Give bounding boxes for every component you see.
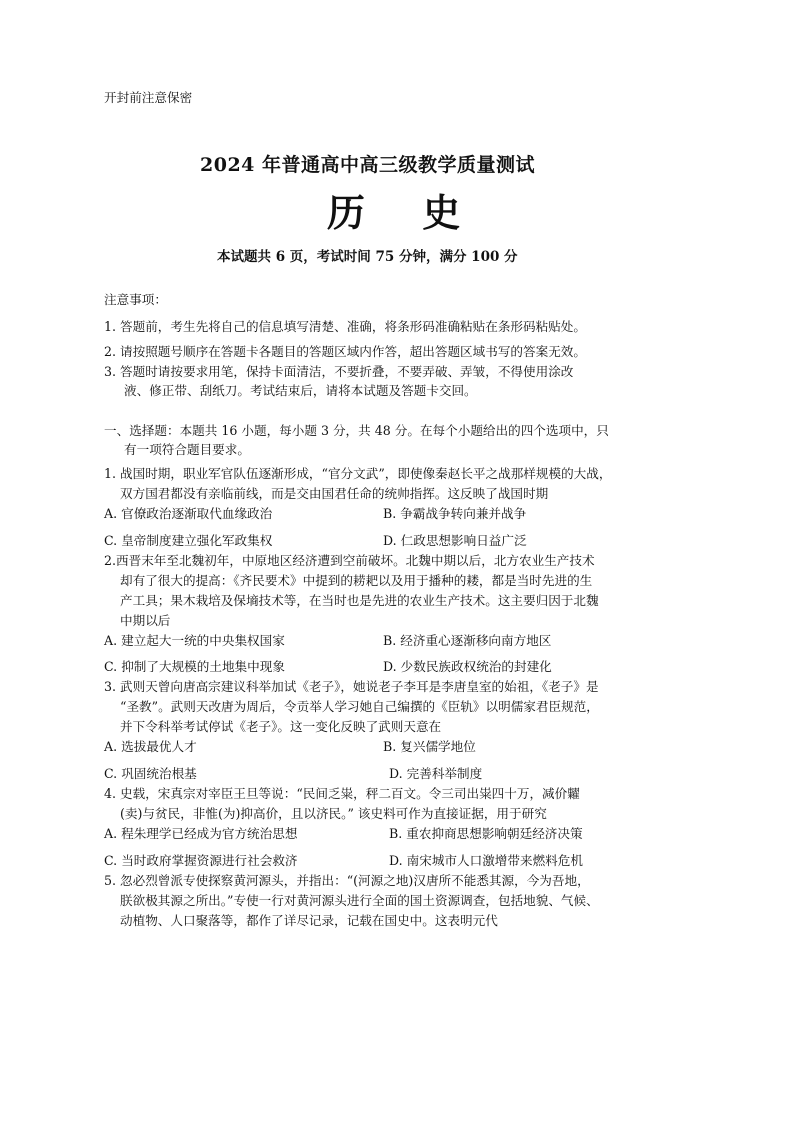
note-item-continuation: 液、修正带、刮纸刀。考试结束后，请将本试题及答题卡交回。 [124, 383, 477, 398]
question-1-option-c: C. 皇帝制度建立强化军政集权 [104, 533, 273, 548]
question-3-option-d: D. 完善科举制度 [389, 766, 483, 781]
question-4-stem: 4. 史载，宋真宗对宰臣王旦等说：“民间乏粜，秤二百文。令三司出粜四十万，减价糶 [104, 786, 580, 801]
question-1-stem: 双方国君都没有亲临前线，而是交由国君任命的统帅指挥。这反映了战国时期 [120, 486, 549, 501]
question-3-option-c: C. 巩固统治根基 [104, 766, 197, 781]
subject-title: 历 史 [327, 190, 483, 235]
question-3-stem: 并下令科举考试停试《老子》。这一变化反映了武则天意在 [120, 719, 442, 734]
question-5-stem: 动植物、人口聚落等，都作了详尽记录，记载在国史中。这表明元代 [120, 913, 498, 928]
question-2-stem: 中期以后 [120, 613, 171, 628]
notes-heading: 注意事项： [104, 292, 167, 307]
question-2-option-d: D. 少数民族政权统治的封建化 [383, 659, 552, 674]
question-1-option-a: A. 官僚政治逐渐取代血缘政治 [104, 506, 273, 521]
question-2-stem: 产工具；果木栽培及保墒技术等，在当时也是先进的农业生产技术。这主要归因于北魏 [120, 593, 599, 608]
question-4-option-c: C. 当时政府掌握资源进行社会救济 [104, 853, 298, 868]
note-item: 3. 答题时请按要求用笔，保持卡面清洁，不要折叠，不要弄破、弄皱，不得使用涂改 [104, 364, 574, 379]
question-5-stem: 5. 忽必烈曾派专使探察黄河源头，并指出：“(河源之地)汉唐所不能悉其源，今为吾地， [104, 873, 590, 888]
question-1-option-b: B. 争霸战争转向兼并战争 [383, 506, 527, 521]
question-1-option-d: D. 仁政思想影响日益广泛 [383, 533, 527, 548]
question-2-stem: 却有了很大的提高：《齐民要术》中提到的耢耙以及用于播种的耧，都是当时先进的生 [120, 573, 593, 588]
note-item: 1. 答题前，考生先将自己的信息填写清楚、准确，将条形码准确粘贴在条形码粘贴处。 [104, 319, 586, 334]
question-2-option-a: A. 建立起大一统的中央集权国家 [104, 633, 285, 648]
exam-title: 2024 年普通高中高三级教学质量测试 [200, 154, 535, 176]
question-4-option-d: D. 南宋城市人口激增带来燃料危机 [389, 853, 583, 868]
section-heading: 一、选择题：本题共 16 小题，每小题 3 分，共 48 分。在每个小题给出的四个选项中，只 [104, 423, 609, 438]
question-3-option-a: A. 选拔最优人才 [104, 739, 197, 754]
question-4-option-a: A. 程朱理学已经成为官方统治思想 [104, 826, 298, 841]
question-4-stem: (卖)与贫民，非惟(为)抑高价，且以济民。” 该史料可作为直接证据，用于研究 [120, 806, 547, 821]
question-3-option-b: B. 复兴儒学地位 [383, 739, 476, 754]
exam-subtitle: 本试题共 6 页，考试时间 75 分钟，满分 100 分 [217, 249, 518, 265]
question-1-stem: 1. 战国时期，职业军官队伍逐渐形成，“官分文武”，即使像秦赵长平之战那样规模的大战， [104, 466, 612, 481]
question-2-option-c: C. 抑制了大规模的土地集中现象 [104, 659, 285, 674]
question-2-stem: 2.西晋末年至北魏初年，中原地区经济遭到空前破坏。北魏中期以后，北方农业生产技术 [104, 553, 595, 568]
question-2-option-b: B. 经济重心逐渐移向南方地区 [383, 633, 552, 648]
question-3-stem: 3. 武则天曾向唐高宗建议科举加试《老子》，她说老子李耳是李唐皇室的始祖，《老子》是 [104, 679, 599, 694]
section-heading-continuation: 有一项符合题目要求。 [124, 442, 250, 457]
question-4-option-b: B. 重农抑商思想影响朝廷经济决策 [389, 826, 583, 841]
confidential-note: 开封前注意保密 [104, 90, 193, 105]
note-item: 2. 请按照题号顺序在答题卡各题目的答题区域内作答，超出答题区域书写的答案无效。 [104, 344, 586, 359]
question-5-stem: 朕欲极其源之所出。”专使一行对黄河源头进行全面的国土资源调查，包括地貌、气候、 [120, 893, 599, 908]
question-3-stem: “圣教”。武则天改唐为周后，令贡举人学习她自己编撰的《臣轨》以明儒家君臣规范， [120, 699, 599, 714]
